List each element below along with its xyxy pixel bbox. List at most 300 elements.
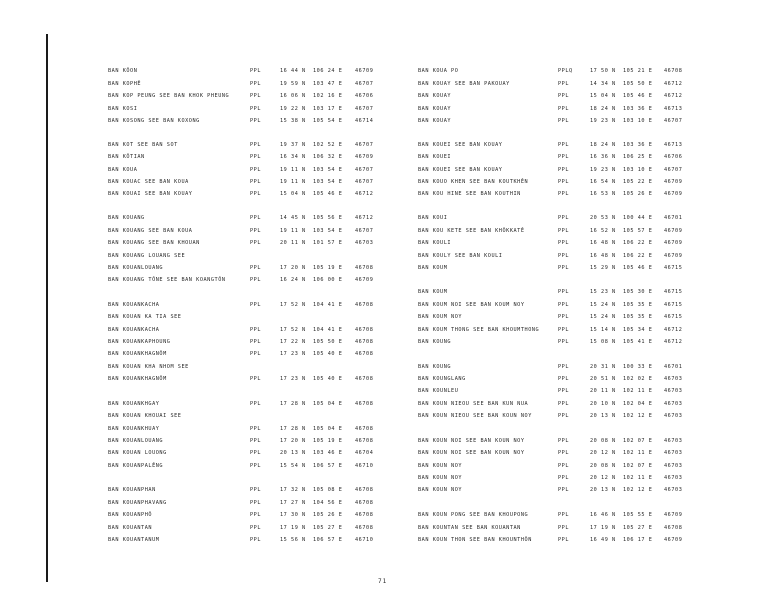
map-code: 46712 [664, 81, 683, 87]
latitude: 17 27 N [280, 500, 306, 506]
place-name: BAN KOUA PO [418, 68, 459, 74]
map-code: 46703 [664, 376, 683, 382]
feature-class: PPL [250, 302, 262, 308]
feature-class: PPL [558, 525, 570, 531]
feature-class: PPL [558, 512, 570, 518]
feature-class: PPL [558, 450, 570, 456]
feature-class: PPL [250, 167, 262, 173]
latitude: 20 31 N [590, 364, 616, 370]
longitude: 105 40 E [313, 351, 343, 357]
latitude: 20 53 N [590, 215, 616, 221]
longitude: 102 02 E [623, 376, 653, 382]
map-code: 46709 [664, 191, 683, 197]
map-code: 46703 [664, 450, 683, 456]
feature-class: PPL [558, 463, 570, 469]
longitude: 105 04 E [313, 401, 343, 407]
latitude: 19 11 N [280, 167, 306, 173]
feature-class: PPL [558, 167, 570, 173]
longitude: 105 50 E [623, 81, 653, 87]
place-name: BAN KOULY SEE BAN KOULI [418, 253, 503, 259]
feature-class: PPL [250, 500, 262, 506]
longitude: 102 07 E [623, 438, 653, 444]
feature-class: PPL [250, 68, 262, 74]
map-code: 46709 [664, 179, 683, 185]
longitude: 105 26 E [313, 512, 343, 518]
feature-class: PPL [558, 327, 570, 333]
feature-class: PPL [558, 154, 570, 160]
longitude: 105 22 E [623, 179, 653, 185]
place-name: BAN KOUAN KA TIA SEE [108, 314, 182, 320]
latitude: 15 24 N [590, 314, 616, 320]
feature-class: PPL [558, 228, 570, 234]
map-code: 46709 [664, 512, 683, 518]
feature-class: PPL [558, 364, 570, 370]
map-code: 46709 [355, 68, 374, 74]
longitude: 105 41 E [623, 339, 653, 345]
latitude: 16 46 N [590, 512, 616, 518]
longitude: 105 57 E [623, 228, 653, 234]
latitude: 19 11 N [280, 179, 306, 185]
map-code: 46709 [664, 240, 683, 246]
feature-class: PPL [558, 388, 570, 394]
longitude: 105 46 E [623, 93, 653, 99]
feature-class: PPL [250, 450, 262, 456]
map-code: 46707 [355, 179, 374, 185]
longitude: 103 54 E [313, 228, 343, 234]
map-code: 46713 [664, 142, 683, 148]
longitude: 105 55 E [623, 512, 653, 518]
latitude: 17 30 N [280, 512, 306, 518]
place-name: BAN KOUN NOI SEE BAN KOUN NOY [418, 450, 525, 456]
longitude: 106 22 E [623, 253, 653, 259]
map-code: 46708 [355, 339, 374, 345]
longitude: 102 12 E [623, 413, 653, 419]
place-name: BAN KOUANTANUM [108, 537, 160, 543]
map-code: 46707 [664, 118, 683, 124]
place-name: BAN KOUAY [418, 106, 452, 112]
longitude: 103 54 E [313, 179, 343, 185]
feature-class: PPL [250, 191, 262, 197]
latitude: 15 14 N [590, 327, 616, 333]
latitude: 19 23 N [590, 118, 616, 124]
feature-class: PPL [250, 93, 262, 99]
feature-class: PPL [250, 265, 262, 271]
map-code: 46707 [355, 167, 374, 173]
map-code: 46712 [664, 327, 683, 333]
longitude: 105 04 E [313, 426, 343, 432]
longitude: 105 50 E [313, 339, 343, 345]
map-code: 46708 [355, 351, 374, 357]
latitude: 15 04 N [280, 191, 306, 197]
longitude: 106 17 E [623, 537, 653, 543]
latitude: 15 38 N [280, 118, 306, 124]
place-name: BAN KOUNTAN SEE BAN KOUANTAN [418, 525, 521, 531]
map-code: 46715 [664, 289, 683, 295]
latitude: 16 54 N [590, 179, 616, 185]
map-code: 46708 [664, 525, 683, 531]
longitude: 105 30 E [623, 289, 653, 295]
place-name: BAN KOUM NOI SEE BAN KOUM NOY [418, 302, 525, 308]
place-name: BAN KOUN NIEOU SEE BAN KUN NUA [418, 401, 529, 407]
map-code: 46712 [664, 339, 683, 345]
feature-class: PPL [250, 376, 262, 382]
latitude: 20 11 N [590, 388, 616, 394]
feature-class: PPL [558, 253, 570, 259]
latitude: 16 36 N [590, 154, 616, 160]
longitude: 106 24 E [313, 68, 343, 74]
feature-class: PPLQ [558, 68, 573, 74]
latitude: 16 49 N [590, 537, 616, 543]
map-code: 46709 [355, 154, 374, 160]
feature-class: PPL [558, 339, 570, 345]
feature-class: PPL [558, 118, 570, 124]
place-name: BAN KOUEI [418, 154, 452, 160]
feature-class: PPL [250, 106, 262, 112]
place-name: BAN KOUA [108, 167, 138, 173]
latitude: 20 12 N [590, 450, 616, 456]
longitude: 102 07 E [623, 463, 653, 469]
place-name: BAN KOUANLOUANG [108, 438, 164, 444]
longitude: 102 11 E [623, 475, 653, 481]
longitude: 106 22 E [623, 240, 653, 246]
place-name: BAN KOUN NOY [418, 463, 463, 469]
map-code: 46710 [355, 463, 374, 469]
longitude: 104 41 E [313, 302, 343, 308]
place-name: BAN KOUNG [418, 339, 452, 345]
longitude: 100 33 E [623, 364, 653, 370]
place-name: BAN KOUAN KHA NHOM SEE [108, 364, 189, 370]
place-name: BAN KOUANKAPHOUNG [108, 339, 171, 345]
place-name: BAN KOUAC SEE BAN KOUA [108, 179, 189, 185]
longitude: 105 19 E [313, 265, 343, 271]
map-code: 46712 [355, 215, 374, 221]
map-code: 46715 [664, 314, 683, 320]
map-code: 46708 [355, 512, 374, 518]
map-code: 46712 [664, 93, 683, 99]
feature-class: PPL [558, 376, 570, 382]
feature-class: PPL [250, 81, 262, 87]
map-code: 46701 [664, 364, 683, 370]
longitude: 103 47 E [313, 81, 343, 87]
latitude: 17 28 N [280, 401, 306, 407]
place-name: BAN KOULI [418, 240, 452, 246]
latitude: 20 08 N [590, 463, 616, 469]
map-code: 46703 [664, 475, 683, 481]
longitude: 105 46 E [313, 191, 343, 197]
map-code: 46704 [355, 450, 374, 456]
place-name: BAN KOUANPHAN [108, 487, 156, 493]
longitude: 103 46 E [313, 450, 343, 456]
feature-class: PPL [250, 537, 262, 543]
latitude: 20 10 N [590, 401, 616, 407]
place-name: BAN KOUAI SEE BAN KOUAY [108, 191, 193, 197]
latitude: 14 45 N [280, 215, 306, 221]
map-code: 46701 [664, 215, 683, 221]
place-name: BAN KOUANG TÔNE SEE BAN KOANGTÔN [108, 277, 226, 283]
feature-class: PPL [250, 240, 262, 246]
latitude: 16 06 N [280, 93, 306, 99]
map-code: 46703 [664, 413, 683, 419]
latitude: 17 19 N [590, 525, 616, 531]
longitude: 102 04 E [623, 401, 653, 407]
latitude: 14 34 N [590, 81, 616, 87]
place-name: BAN KOUNG [418, 364, 452, 370]
longitude: 106 57 E [313, 537, 343, 543]
map-code: 46707 [355, 142, 374, 148]
latitude: 15 24 N [590, 302, 616, 308]
map-code: 46707 [664, 167, 683, 173]
latitude: 20 11 N [280, 240, 306, 246]
map-code: 46713 [664, 106, 683, 112]
latitude: 17 52 N [280, 302, 306, 308]
latitude: 17 23 N [280, 351, 306, 357]
feature-class: PPL [558, 240, 570, 246]
feature-class: PPL [558, 475, 570, 481]
latitude: 17 19 N [280, 525, 306, 531]
map-code: 46712 [355, 191, 374, 197]
feature-class: PPL [558, 413, 570, 419]
latitude: 20 13 N [590, 487, 616, 493]
latitude: 16 24 N [280, 277, 306, 283]
map-code: 46708 [355, 525, 374, 531]
map-code: 46709 [355, 277, 374, 283]
map-code: 46703 [664, 401, 683, 407]
latitude: 17 20 N [280, 438, 306, 444]
left-margin-rule [46, 34, 48, 582]
latitude: 17 22 N [280, 339, 306, 345]
longitude: 105 40 E [313, 376, 343, 382]
feature-class: PPL [558, 314, 570, 320]
longitude: 102 16 E [313, 93, 343, 99]
place-name: BAN KOUANPALÊNG [108, 463, 164, 469]
latitude: 18 24 N [590, 142, 616, 148]
place-name: BAN KOUANKHAGNÔM [108, 351, 167, 357]
longitude: 105 46 E [623, 265, 653, 271]
place-name: BAN KOUANG SEE BAN KOUA [108, 228, 193, 234]
longitude: 106 25 E [623, 154, 653, 160]
feature-class: PPL [250, 327, 262, 333]
longitude: 100 44 E [623, 215, 653, 221]
place-name: BAN KÔTIAN [108, 154, 145, 160]
feature-class: PPL [558, 81, 570, 87]
longitude: 105 27 E [623, 525, 653, 531]
latitude: 15 29 N [590, 265, 616, 271]
longitude: 104 41 E [313, 327, 343, 333]
longitude: 103 36 E [623, 106, 653, 112]
place-name: BAN KOUM [418, 289, 448, 295]
longitude: 105 54 E [313, 118, 343, 124]
longitude: 105 26 E [623, 191, 653, 197]
place-name: BAN KOUANPHAVANG [108, 500, 167, 506]
place-name: BAN KOU KETE SEE BAN KHÔKKATÊ [418, 228, 525, 234]
place-name: BAN KOUANLOUANG [108, 265, 164, 271]
latitude: 17 32 N [280, 487, 306, 493]
map-code: 46710 [355, 537, 374, 543]
feature-class: PPL [558, 302, 570, 308]
place-name: BAN KOUNGLANG [418, 376, 466, 382]
feature-class: PPL [558, 191, 570, 197]
feature-class: PPL [558, 106, 570, 112]
place-name: BAN KOUN NIEOU SEE BAN KOUN NOY [418, 413, 532, 419]
map-code: 46709 [664, 253, 683, 259]
place-name: BAN KOUANKHAGNÔM [108, 376, 167, 382]
place-name: BAN KOUANKACHA [108, 327, 160, 333]
place-name: BAN KÔON [108, 68, 138, 74]
latitude: 20 13 N [280, 450, 306, 456]
place-name: BAN KOUN NOY [418, 487, 463, 493]
place-name: BAN KOUEI SEE BAN KOUAY [418, 167, 503, 173]
feature-class: PPL [558, 179, 570, 185]
latitude: 18 24 N [590, 106, 616, 112]
latitude: 15 56 N [280, 537, 306, 543]
latitude: 16 34 N [280, 154, 306, 160]
latitude: 17 52 N [280, 327, 306, 333]
feature-class: PPL [250, 179, 262, 185]
longitude: 103 10 E [623, 118, 653, 124]
feature-class: PPL [250, 339, 262, 345]
place-name: BAN KOUN THON SEE BAN KHOUNTHÔN [418, 537, 532, 543]
feature-class: PPL [558, 142, 570, 148]
place-name: BAN KOUO KHEN SEE BAN KOUTKHÊN [418, 179, 529, 185]
map-code: 46703 [664, 463, 683, 469]
feature-class: PPL [250, 228, 262, 234]
latitude: 19 37 N [280, 142, 306, 148]
latitude: 15 23 N [590, 289, 616, 295]
place-name: BAN KOUANTAN [108, 525, 153, 531]
place-name: BAN KOUAY [418, 93, 452, 99]
latitude: 20 12 N [590, 475, 616, 481]
map-code: 46707 [355, 81, 374, 87]
map-code: 46703 [664, 438, 683, 444]
latitude: 20 13 N [590, 413, 616, 419]
longitude: 106 32 E [313, 154, 343, 160]
longitude: 103 54 E [313, 167, 343, 173]
latitude: 19 22 N [280, 106, 306, 112]
place-name: BAN KOUN NOY [418, 475, 463, 481]
feature-class: PPL [558, 401, 570, 407]
longitude: 106 00 E [313, 277, 343, 283]
feature-class: PPL [558, 265, 570, 271]
feature-class: PPL [250, 154, 262, 160]
place-name: BAN KOUM NOY [418, 314, 463, 320]
feature-class: PPL [250, 512, 262, 518]
latitude: 16 48 N [590, 240, 616, 246]
map-code: 46708 [355, 265, 374, 271]
longitude: 105 21 E [623, 68, 653, 74]
latitude: 15 04 N [590, 93, 616, 99]
place-name: BAN KOUAY [418, 118, 452, 124]
map-code: 46707 [355, 228, 374, 234]
place-name: BAN KOUM [418, 265, 448, 271]
place-name: BAN KOUM THONG SEE BAN KHOUMTHONG [418, 327, 540, 333]
map-code: 46708 [355, 376, 374, 382]
latitude: 15 54 N [280, 463, 306, 469]
place-name: BAN KOUAN KHOUAI SEE [108, 413, 182, 419]
map-code: 46703 [664, 388, 683, 394]
map-code: 46708 [355, 401, 374, 407]
latitude: 16 48 N [590, 253, 616, 259]
longitude: 106 57 E [313, 463, 343, 469]
longitude: 102 52 E [313, 142, 343, 148]
place-name: BAN KOT SEE BAN SOT [108, 142, 178, 148]
map-code: 46708 [355, 426, 374, 432]
longitude: 105 56 E [313, 215, 343, 221]
place-name: BAN KOSI [108, 106, 138, 112]
latitude: 20 51 N [590, 376, 616, 382]
map-code: 46709 [664, 228, 683, 234]
longitude: 105 27 E [313, 525, 343, 531]
latitude: 15 08 N [590, 339, 616, 345]
map-code: 46708 [355, 500, 374, 506]
place-name: BAN KOUN PONG SEE BAN KHOUPONG [418, 512, 529, 518]
longitude: 105 35 E [623, 314, 653, 320]
place-name: BAN KOPHÊ [108, 81, 142, 87]
latitude: 17 50 N [590, 68, 616, 74]
map-code: 46715 [664, 265, 683, 271]
feature-class: PPL [558, 289, 570, 295]
longitude: 104 56 E [313, 500, 343, 506]
map-code: 46703 [355, 240, 374, 246]
place-name: BAN KOP PEUNG SEE BAN KHOK PHEUNG [108, 93, 230, 99]
latitude: 19 11 N [280, 228, 306, 234]
place-name: BAN KOUAN LOUONG [108, 450, 167, 456]
feature-class: PPL [250, 487, 262, 493]
map-code: 46708 [664, 68, 683, 74]
map-code: 46709 [664, 537, 683, 543]
longitude: 102 11 E [623, 450, 653, 456]
map-code: 46715 [664, 302, 683, 308]
place-name: BAN KOU HINE SEE BAN KOUTHIN [418, 191, 521, 197]
feature-class: PPL [558, 537, 570, 543]
map-code: 46714 [355, 118, 374, 124]
feature-class: PPL [250, 426, 262, 432]
longitude: 103 10 E [623, 167, 653, 173]
place-name: BAN KOUAY SEE BAN PAKOUAY [418, 81, 510, 87]
page-number: 71 [378, 578, 388, 585]
longitude: 105 35 E [623, 302, 653, 308]
feature-class: PPL [250, 438, 262, 444]
feature-class: PPL [250, 142, 262, 148]
feature-class: PPL [250, 401, 262, 407]
map-code: 46703 [664, 487, 683, 493]
latitude: 19 59 N [280, 81, 306, 87]
longitude: 105 08 E [313, 487, 343, 493]
map-code: 46706 [355, 93, 374, 99]
feature-class: PPL [250, 463, 262, 469]
map-code: 46708 [355, 438, 374, 444]
place-name: BAN KOUANKHUAY [108, 426, 160, 432]
latitude: 17 28 N [280, 426, 306, 432]
place-name: BAN KOUANG [108, 215, 145, 221]
latitude: 17 23 N [280, 376, 306, 382]
map-code: 46707 [355, 106, 374, 112]
longitude: 102 12 E [623, 487, 653, 493]
map-code: 46708 [355, 327, 374, 333]
longitude: 103 36 E [623, 142, 653, 148]
latitude: 16 53 N [590, 191, 616, 197]
feature-class: PPL [250, 525, 262, 531]
longitude: 105 34 E [623, 327, 653, 333]
longitude: 103 17 E [313, 106, 343, 112]
feature-class: PPL [250, 118, 262, 124]
feature-class: PPL [250, 215, 262, 221]
longitude: 102 11 E [623, 388, 653, 394]
feature-class: PPL [558, 215, 570, 221]
place-name: BAN KOSONG SEE BAN KOXONG [108, 118, 200, 124]
place-name: BAN KOUNLEU [418, 388, 459, 394]
place-name: BAN KOUANPHÔ [108, 512, 153, 518]
place-name: BAN KOUANKHGAY [108, 401, 160, 407]
